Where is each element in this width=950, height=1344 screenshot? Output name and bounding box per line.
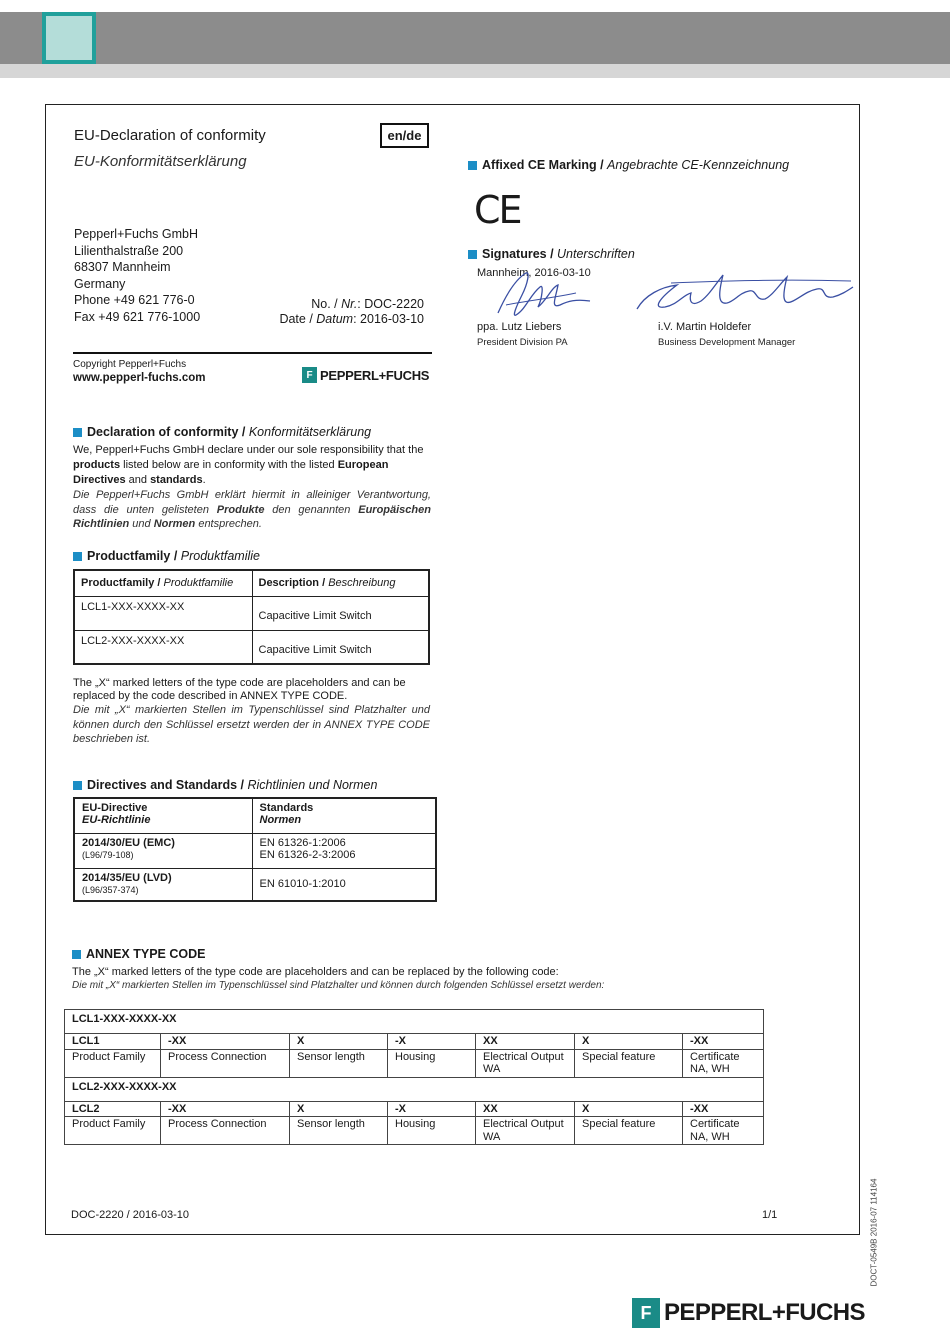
annex-intro-en: The „X“ marked letters of the type code are placeholders and can be replaced by the following code:	[72, 966, 559, 978]
code-key: -XX	[683, 1034, 764, 1050]
code-key: X	[575, 1101, 683, 1117]
table-row	[74, 868, 436, 901]
type-code-row	[65, 1077, 764, 1101]
code-label: Certificate NA, WH	[683, 1117, 764, 1145]
signature-liebers-icon	[486, 265, 596, 325]
code-label: Product Family	[65, 1049, 161, 1077]
family-cell: LCL2-XXX-XXXX-XX	[74, 630, 252, 664]
annex-heading: ANNEX TYPE CODE	[72, 947, 205, 961]
productfamily-heading: Productfamily / Produktfamilie	[73, 549, 260, 563]
directive-cell: 2014/30/EU (EMC) (L96/79-108)	[74, 833, 252, 868]
type-code-cell: LCL2-XXX-XXXX-XX	[65, 1077, 764, 1101]
code-label: Housing	[388, 1117, 476, 1145]
code-label: Special feature	[575, 1117, 683, 1145]
company-city: 68307 Mannheim	[74, 260, 171, 275]
description-cell: Capacitive Limit Switch	[252, 596, 429, 630]
family-cell: LCL1-XXX-XXXX-XX	[74, 596, 252, 630]
document-number: No. / Nr.: DOC-2220	[311, 297, 424, 311]
code-label: Product Family	[65, 1117, 161, 1145]
signer2-role: Business Development Manager	[658, 337, 796, 348]
declaration-text-de: Die Pepperl+Fuchs GmbH erklärt hiermit in alleiniger Verantwortung, dass die unten gelisteten Produkte den genannten Europäischen Richtlinien und Normen entsprechen.	[73, 489, 431, 530]
code-label: Process Connection	[161, 1117, 290, 1145]
declaration-text-en: We, Pepperl+Fuchs GmbH declare under our sole responsibility that the products listed below are in conformity with the listed European Directives and standards.	[73, 444, 424, 486]
title-en: EU-Declaration of conformity	[74, 127, 266, 144]
signer1-role: President Division PA	[477, 337, 568, 348]
code-key: X	[290, 1101, 388, 1117]
header-brand-square	[42, 12, 96, 64]
code-key: XX	[476, 1034, 575, 1050]
standards-cell: EN 61326-1:2006 EN 61326-2-3:2006	[252, 833, 436, 868]
signature-holdefer-icon	[631, 265, 856, 325]
column-header-standards: Standards Normen	[252, 798, 436, 833]
company-street: Lilienthalstraße 200	[74, 243, 184, 258]
table-header-row	[74, 798, 436, 833]
section-square-icon	[73, 552, 82, 561]
table-row	[74, 596, 429, 630]
code-key: -XX	[161, 1101, 290, 1117]
pf-logo-icon: F	[632, 1298, 660, 1328]
declaration-document	[45, 104, 860, 1235]
table-row	[65, 1117, 764, 1145]
directives-table	[73, 797, 437, 902]
company-country: Germany	[74, 276, 126, 291]
code-key: X	[290, 1034, 388, 1050]
placeholder-note-de: Die mit „X“ markierten Stellen im Typenschlüssel sind Platzhalter und können durch den Schlüssel ersetzt werden der in ANNEX TYPE CODE beschrieben ist.	[73, 704, 430, 745]
column-header-productfamily: Productfamily / Produktfamilie	[74, 570, 252, 596]
company-address	[74, 226, 200, 326]
code-label: Sensor length	[290, 1117, 388, 1145]
code-label: Electrical Output WA	[476, 1117, 575, 1145]
table-row	[65, 1049, 764, 1077]
table-row	[74, 833, 436, 868]
ce-mark-icon: CE	[474, 188, 521, 232]
column-header-directive: EU-Directive EU-Richtlinie	[74, 798, 252, 833]
code-key: -XX	[683, 1101, 764, 1117]
company-fax: Fax +49 621 776-1000	[74, 309, 201, 324]
code-key: LCL2	[65, 1101, 161, 1117]
code-label: Housing	[388, 1049, 476, 1077]
code-label: Electrical Output WA	[476, 1049, 575, 1077]
signatures-heading: Signatures / Unterschriften	[468, 247, 635, 261]
signature-place-date: Mannheim, 2016-03-10	[477, 267, 591, 279]
language-badge: en/de	[380, 123, 429, 148]
header-bar	[0, 12, 950, 64]
brand-logo	[632, 1298, 865, 1328]
company-phone: Phone +49 621 776-0	[74, 293, 195, 308]
code-key: XX	[476, 1101, 575, 1117]
directives-heading: Directives and Standards / Richtlinien und Normen	[73, 778, 377, 792]
company-name: Pepperl+Fuchs GmbH	[74, 227, 199, 241]
code-key: -XX	[161, 1034, 290, 1050]
document-date: Date / Datum: 2016-03-10	[279, 312, 424, 326]
side-document-code: DOCT-0549B 2016-07 114164	[869, 1178, 879, 1287]
column-header-description: Description / Beschreibung	[252, 570, 429, 596]
section-square-icon	[468, 161, 477, 170]
code-label: Certificate NA, WH	[683, 1049, 764, 1077]
standards-cell: EN 61010-1:2010	[252, 868, 436, 901]
section-square-icon	[468, 250, 477, 259]
ce-heading: Affixed CE Marking / Angebrachte CE-Kennzeichnung	[468, 158, 789, 172]
signer1-name: ppa. Lutz Liebers	[477, 321, 562, 333]
footer-doc-ref: DOC-2220 / 2016-03-10	[71, 1209, 190, 1221]
brand-logo-small	[302, 367, 429, 383]
annex-type-code-table	[64, 1009, 764, 1145]
brand-name: PEPPERL+FUCHS	[664, 1299, 865, 1326]
annex-intro-de: Die mit „X“ markierten Stellen im Typenschlüssel sind Platzhalter und können durch folgenden Schlüssel ersetzt werden:	[72, 980, 605, 991]
productfamily-table	[73, 569, 430, 665]
section-square-icon	[73, 781, 82, 790]
website-link[interactable]: www.pepperl-fuchs.com	[73, 372, 206, 384]
code-key: -X	[388, 1034, 476, 1050]
table-row	[74, 630, 429, 664]
footer-page-number: 1/1	[762, 1209, 778, 1221]
section-square-icon	[72, 950, 81, 959]
brand-name: PEPPERL+FUCHS	[320, 367, 430, 383]
type-code-cell: LCL1-XXX-XXXX-XX	[65, 1010, 764, 1034]
code-label: Process Connection	[161, 1049, 290, 1077]
code-label: Sensor length	[290, 1049, 388, 1077]
document-number-block	[276, 297, 424, 327]
pf-logo-icon: F	[302, 367, 317, 383]
table-header-row	[74, 570, 429, 596]
code-label: Special feature	[575, 1049, 683, 1077]
section-square-icon	[73, 428, 82, 437]
declaration-heading: Declaration of conformity / Konformitätserklärung	[73, 425, 371, 439]
placeholder-note-en: The „X“ marked letters of the type code are placeholders and can be replaced by the code described in ANNEX TYPE CODE.	[73, 677, 406, 702]
directive-cell: 2014/35/EU (LVD) (L96/357-374)	[74, 868, 252, 901]
table-row	[65, 1101, 764, 1117]
code-key: -X	[388, 1101, 476, 1117]
code-key: X	[575, 1034, 683, 1050]
description-cell: Capacitive Limit Switch	[252, 630, 429, 664]
code-key: LCL1	[65, 1034, 161, 1050]
copyright: Copyright Pepperl+Fuchs	[73, 359, 187, 370]
table-row	[65, 1034, 764, 1050]
title-de: EU-Konformitätserklärung	[74, 153, 247, 170]
type-code-row	[65, 1010, 764, 1034]
header-underline	[0, 64, 950, 78]
signer2-name: i.V. Martin Holdefer	[658, 321, 752, 333]
divider	[73, 352, 432, 354]
